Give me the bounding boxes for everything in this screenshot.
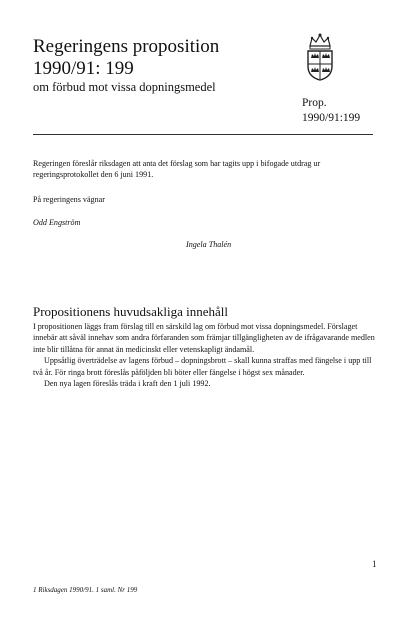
prop-label: Prop. xyxy=(302,97,327,109)
proposition-reference xyxy=(302,96,360,126)
header-divider xyxy=(33,134,373,135)
summary-paragraph-2: Uppsåtlig överträdelse av lagens förbud – dopningsbrott – skall kunna straffas med fängelse i upp till två år. För ringa brott föreslås påföljden bli böter eller fängelse i högst sex månader. xyxy=(33,356,372,377)
title-line-2: 1990/91: 199 xyxy=(33,58,134,79)
summary-paragraph-1: I propositionen läggs fram förslag till en särskild lag om förbud mot vissa dopningsmedel. Förslaget innebär att såväl innehav som andra förfaranden som främjar tillgängligheten av de ifrågavarande medlen inte blir tillåtna för annat än medicinskt eller vetenskapligt ändamål. xyxy=(33,322,375,354)
title-line-1: Regeringens proposition xyxy=(33,36,220,57)
document-title xyxy=(33,36,219,80)
intro-paragraph: Regeringen föreslår riksdagen att anta det förslag som har tagits upp i bifogade utdrag ur regeringsprotokollet den 6 juni 1991. xyxy=(33,159,321,180)
page-number: 1 xyxy=(372,559,377,569)
prop-number: 1990/91:199 xyxy=(302,112,361,124)
signatory-2: Ingela Thalén xyxy=(186,240,232,249)
summary-body xyxy=(33,321,377,389)
summary-heading: Propositionens huvudsakliga innehåll xyxy=(33,304,228,319)
summary-paragraph-3: Den nya lagen föreslås träda i kraft den 1 juli 1992. xyxy=(44,379,211,389)
signatory-1: Odd Engström xyxy=(33,218,81,227)
footer-reference: 1 Riksdagen 1990/91. 1 saml. Nr 199 xyxy=(33,586,138,594)
coat-of-arms-icon xyxy=(302,32,338,82)
behalf-line: På regeringens vägnar xyxy=(33,195,105,204)
document-subtitle: om förbud mot vissa dopningsmedel xyxy=(33,80,216,94)
